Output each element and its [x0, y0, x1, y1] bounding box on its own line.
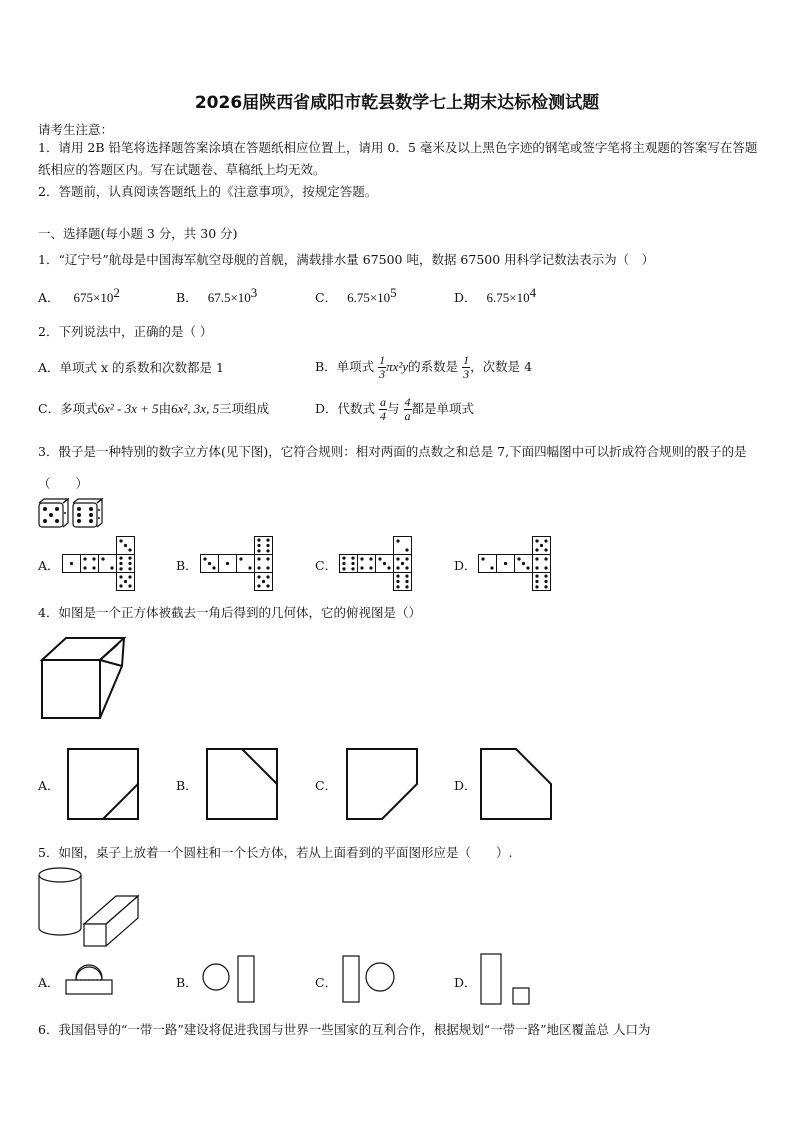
q5-option-a-label: A．: [38, 975, 60, 990]
q5-option-b-figure: [202, 955, 262, 1003]
q4-stem: 4．如图是一个正方体被截去一角后得到的几何体，它的俯视图是（）: [38, 605, 421, 620]
q3-net-d: [478, 536, 550, 590]
q3-net-b: [200, 536, 272, 590]
q4-cut-cube-figure: [40, 636, 140, 720]
q5-option-d-figure: [480, 953, 532, 1005]
q2-option-b: B．单项式 $\frac{1}{3}$ πx²y的系数是 $\frac{1}{3}$ ，次数是 4: [315, 353, 533, 381]
notice-heading: 请考生注意：: [38, 122, 114, 137]
q4-option-c-figure: [346, 748, 418, 820]
q4-option-a-label: A．: [38, 778, 60, 793]
q5-option-a-figure: [64, 964, 114, 996]
section-heading: 一、选择题(每小题 3 分，共 30 分): [38, 226, 238, 241]
q5-stem: 5．如图，桌子上放着一个圆柱和一个长方体，若从上面看到的平面图形应是（ ）.: [38, 845, 513, 860]
q3-option-b-label: B．: [176, 558, 198, 573]
q1-stem: 1．“辽宁号”航母是中国海军航空母舰的首舰，满载排水量 67500 吨，数据 67500 用科学记数法表示为（ ）: [38, 252, 655, 267]
q1-option-d: D． $6.75\times 10^4$: [454, 285, 537, 306]
q2-option-d: D．代数式 $\frac{a}{4}$ 与 $\frac{4}{a}$ 都是单项式: [315, 395, 475, 423]
q1-option-a: A． $675\times 10^2$: [38, 285, 120, 306]
q3-net-c: [339, 536, 411, 590]
q2-option-c: C．多项式6x² - 3x + 5由6x², 3x, 5三项组成: [38, 401, 270, 416]
q4-option-a-figure: [67, 748, 139, 820]
q6-stem: 6．我国倡导的“一带一路”建设将促进我国与世界一些国家的互利合作，根据规划“一带一路”地区覆盖总 人口为: [38, 1022, 651, 1037]
q5-option-d-label: D．: [454, 975, 477, 990]
q2-option-a: A．单项式 x 的系数和次数都是 1: [38, 360, 224, 375]
q4-option-b-label: B．: [176, 778, 198, 793]
q2-stem: 2．下列说法中，正确的是（ ）: [38, 324, 213, 339]
q4-option-b-figure: [206, 748, 278, 820]
q3-net-a: [62, 536, 134, 590]
q1-option-b: B． $67.5\times 10^3$: [176, 285, 258, 306]
q3-stem: 3．骰子是一种特别的数字立方体(见下图)，它符合规则：相对两面的点数之和总是 7,下面四幅图中可以折成符合规则的骰子的是（ ）: [38, 444, 747, 491]
page-title: 2026届陕西省咸阳市乾县数学七上期末达标检测试题: [194, 93, 600, 113]
q3-option-a-label: A．: [38, 558, 60, 573]
q3-option-d-label: D．: [454, 558, 477, 573]
q5-option-b-label: B．: [176, 975, 198, 990]
q4-option-c-label: C．: [315, 778, 338, 793]
q4-option-d-figure: [480, 748, 552, 820]
notice-item-1: 1．请用 2B 铅笔将选择题答案涂填在答题纸相应位置上，请用 0．5 毫米及以上黑色字迹的钢笔或签字笔将主观题的答案写在答题纸相应的答题区内。写在试题卷、草稿纸上均无效。: [38, 140, 758, 177]
q5-option-c-label: C．: [315, 975, 338, 990]
notice-item-2: 2．答题前，认真阅读答题纸上的《注意事项》，按规定答题。: [38, 184, 378, 199]
q5-cylinder-box-figure: [38, 866, 140, 948]
q4-option-d-label: D．: [454, 778, 477, 793]
q1-option-c: C． $6.75\times 10^5$: [315, 285, 397, 306]
q3-option-c-label: C．: [315, 558, 338, 573]
dice-picture: [38, 498, 102, 530]
q5-option-c-figure: [342, 955, 402, 1003]
